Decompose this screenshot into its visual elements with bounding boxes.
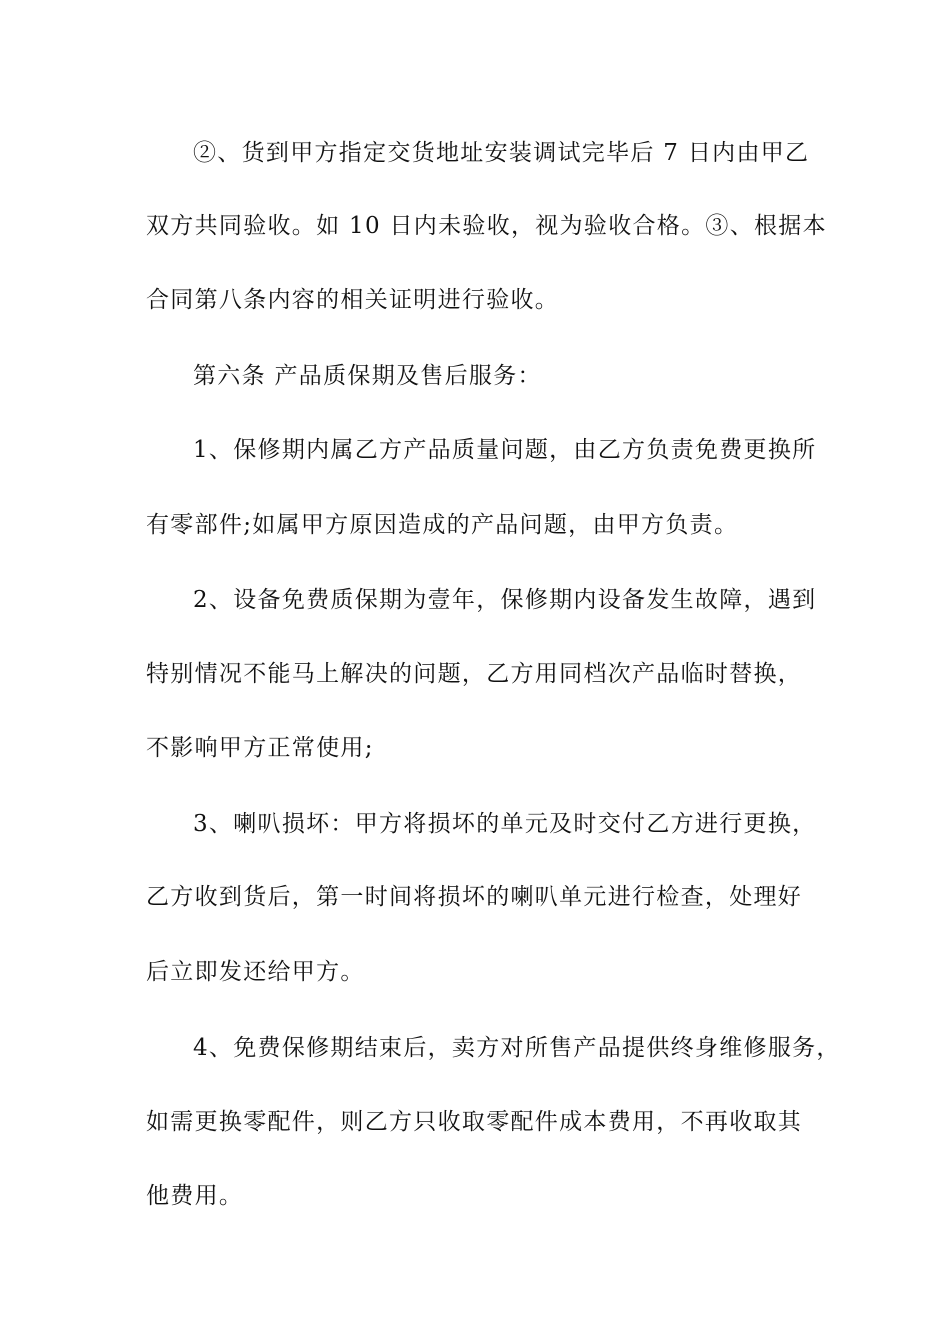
paragraph-line-5: 1、保修期内属乙方产品质量问题，由乙方负责免费更换所 — [193, 437, 817, 463]
paragraph-line-10: 3、喇叭损坏：甲方将损坏的单元及时交付乙方进行更换， — [193, 811, 817, 837]
paragraph-line-12: 后立即发还给甲方。 — [146, 959, 365, 985]
section-heading-6: 第六条 产品质保期及售后服务： — [193, 363, 542, 389]
paragraph-line-3: 合同第八条内容的相关证明进行验收。 — [146, 287, 560, 313]
paragraph-line-15: 他费用。 — [146, 1183, 244, 1209]
paragraph-line-9: 不影响甲方正常使用; — [146, 735, 374, 761]
paragraph-line-7: 2、设备免费质保期为壹年，保修期内设备发生故障，遇到 — [193, 587, 817, 613]
paragraph-line-1: ②、货到甲方指定交货地址安装调试完毕后 7 日内由甲乙 — [193, 140, 810, 166]
paragraph-line-8: 特别情况不能马上解决的问题，乙方用同档次产品临时替换， — [146, 661, 803, 687]
paragraph-line-13: 4、免费保修期结束后，卖方对所售产品提供终身维修服务， — [193, 1035, 841, 1061]
paragraph-line-14: 如需更换零配件，则乙方只收取零配件成本费用，不再收取其 — [146, 1109, 803, 1135]
paragraph-line-11: 乙方收到货后，第一时间将损坏的喇叭单元进行检查，处理好 — [146, 884, 803, 910]
paragraph-line-2: 双方共同验收。如 10 日内未验收，视为验收合格。③、根据本 — [146, 213, 827, 239]
paragraph-line-6: 有零部件;如属甲方原因造成的产品问题，由甲方负责。 — [146, 512, 739, 538]
